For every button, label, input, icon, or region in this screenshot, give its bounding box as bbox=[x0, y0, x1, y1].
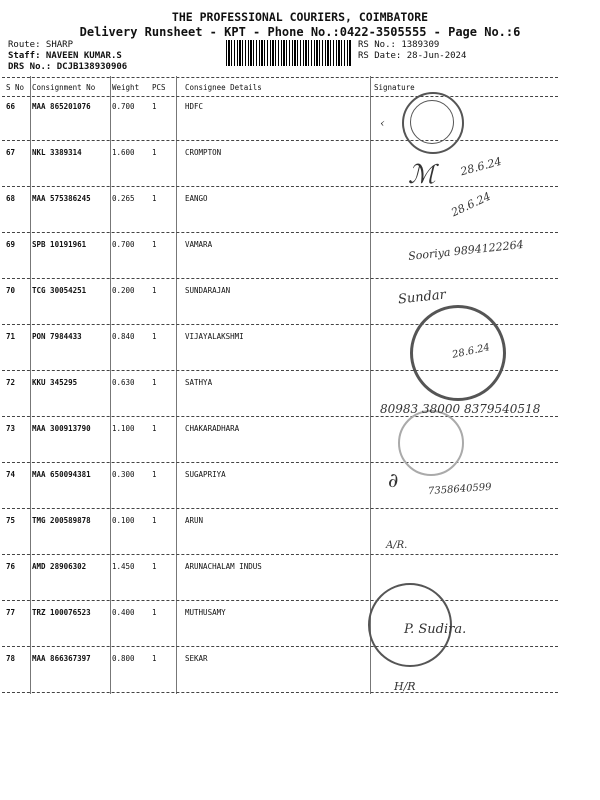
row-weight: 0.200 bbox=[112, 286, 135, 295]
signature-name: P. Sudira. bbox=[404, 622, 467, 637]
row-separator bbox=[2, 232, 558, 233]
staff-label: Staff: NAVEEN KUMAR.S bbox=[8, 51, 122, 61]
row-pcs: 1 bbox=[152, 194, 157, 203]
row-consignee: CHAKARADHARA bbox=[185, 424, 240, 433]
row-pcs: 1 bbox=[152, 148, 157, 157]
row-consignee: SATHYA bbox=[185, 378, 213, 387]
row-consignment-no: AMD 28906302 bbox=[32, 562, 87, 571]
row-consignment-no: TMG 200589878 bbox=[32, 516, 91, 525]
signature-date: 28.6.24 bbox=[449, 189, 493, 220]
row-pcs: 1 bbox=[152, 516, 157, 525]
row-consignment-no: MAA 300913790 bbox=[32, 424, 91, 433]
row-weight: 0.630 bbox=[112, 378, 135, 387]
row-sno: 67 bbox=[6, 148, 16, 157]
row-consignee: VAMARA bbox=[185, 240, 213, 249]
table-row bbox=[0, 424, 600, 436]
row-separator bbox=[2, 554, 558, 555]
row-pcs: 1 bbox=[152, 654, 157, 663]
table-row bbox=[0, 654, 600, 666]
row-consignment-no: SPB 10191961 bbox=[32, 240, 87, 249]
row-consignment-no: MAA 575386245 bbox=[32, 194, 91, 203]
barcode bbox=[226, 40, 352, 66]
row-consignee: VIJAYALAKSHMI bbox=[185, 332, 244, 341]
row-pcs: 1 bbox=[152, 378, 157, 387]
header-signature: Signature bbox=[374, 83, 415, 92]
signature-date: 28.6.24 bbox=[459, 154, 503, 179]
table-row bbox=[0, 470, 600, 482]
table-row bbox=[0, 194, 600, 206]
row-weight: 0.300 bbox=[112, 470, 135, 479]
row-separator bbox=[2, 370, 558, 371]
rs-date: RS Date: 28-Jun-2024 bbox=[358, 51, 467, 61]
row-weight: 0.100 bbox=[112, 516, 135, 525]
table-top-rule bbox=[2, 77, 558, 78]
row-separator bbox=[2, 646, 558, 647]
header-pcs: PCS bbox=[152, 83, 166, 92]
signature-name: A/R. bbox=[386, 540, 408, 551]
row-weight: 1.450 bbox=[112, 562, 135, 571]
header-sno: S No bbox=[6, 83, 25, 92]
row-separator bbox=[2, 186, 558, 187]
row-separator bbox=[2, 692, 558, 693]
table-row bbox=[0, 102, 600, 114]
signature-scrawl: ℳ bbox=[408, 160, 436, 190]
signature-name: H/R bbox=[394, 680, 416, 693]
faint-stamp bbox=[398, 410, 464, 476]
runsheet-subtitle: Delivery Runsheet - KPT - Phone No.:0422-3505555 - Page No.:6 bbox=[79, 25, 521, 39]
row-consignee: MUTHUSAMY bbox=[185, 608, 226, 617]
row-sno: 66 bbox=[6, 102, 16, 111]
row-pcs: 1 bbox=[152, 424, 157, 433]
row-consignment-no: MAA 865201076 bbox=[32, 102, 91, 111]
row-sno: 76 bbox=[6, 562, 16, 571]
row-weight: 0.265 bbox=[112, 194, 135, 203]
row-sno: 74 bbox=[6, 470, 16, 479]
row-consignment-no: TRZ 100076523 bbox=[32, 608, 91, 617]
drs-label: DRS No.: DCJB138930906 bbox=[8, 62, 128, 72]
row-pcs: 1 bbox=[152, 562, 157, 571]
table-row bbox=[0, 378, 600, 390]
header-consignment: Consignment No bbox=[32, 83, 96, 92]
row-consignment-no: NKL 3389314 bbox=[32, 148, 82, 157]
route-label: Route: SHARP bbox=[8, 40, 74, 50]
table-row bbox=[0, 608, 600, 620]
table-header bbox=[0, 83, 600, 95]
row-consignee: HDFC bbox=[185, 102, 204, 111]
row-consignee: ARUN bbox=[185, 516, 204, 525]
row-pcs: 1 bbox=[152, 332, 157, 341]
row-consignment-no: MAA 650094381 bbox=[32, 470, 91, 479]
table-row bbox=[0, 516, 600, 528]
row-pcs: 1 bbox=[152, 470, 157, 479]
row-pcs: 1 bbox=[152, 102, 157, 111]
row-sno: 72 bbox=[6, 378, 16, 387]
row-consignment-no: KKU 345295 bbox=[32, 378, 78, 387]
row-pcs: 1 bbox=[152, 240, 157, 249]
row-pcs: 1 bbox=[152, 608, 157, 617]
row-weight: 0.700 bbox=[112, 240, 135, 249]
table-row bbox=[0, 148, 600, 160]
signature-mark: ‹ bbox=[380, 116, 385, 130]
row-consignee: EANGO bbox=[185, 194, 208, 203]
row-sno: 75 bbox=[6, 516, 16, 525]
signature-date: 28.6.24 bbox=[451, 342, 491, 361]
row-separator bbox=[2, 324, 558, 325]
row-sno: 77 bbox=[6, 608, 16, 617]
signature-phone: 80983 38000 8379540518 bbox=[380, 402, 541, 416]
company-title: THE PROFESSIONAL COURIERS, COIMBATORE bbox=[171, 10, 429, 24]
row-sno: 78 bbox=[6, 654, 16, 663]
row-consignee: SEKAR bbox=[185, 654, 208, 663]
signature-name: Sundar bbox=[397, 287, 447, 308]
signature-name-phone: Sooriya 9894122264 bbox=[407, 237, 525, 264]
row-pcs: 1 bbox=[152, 286, 157, 295]
row-consignee: SUNDARAJAN bbox=[185, 286, 231, 295]
row-consignee: SUGAPRIYA bbox=[185, 470, 226, 479]
row-weight: 0.800 bbox=[112, 654, 135, 663]
row-weight: 0.840 bbox=[112, 332, 135, 341]
table-row bbox=[0, 562, 600, 574]
row-consignment-no: PON 7984433 bbox=[32, 332, 82, 341]
row-consignee: CROMPTON bbox=[185, 148, 222, 157]
row-separator bbox=[2, 600, 558, 601]
signature-scrawl: ∂ bbox=[388, 468, 399, 492]
row-sno: 70 bbox=[6, 286, 16, 295]
row-consignment-no: MAA 866367397 bbox=[32, 654, 91, 663]
row-sno: 73 bbox=[6, 424, 16, 433]
row-consignee: ARUNACHALAM INDUS bbox=[185, 562, 262, 571]
row-separator bbox=[2, 416, 558, 417]
table-row bbox=[0, 332, 600, 344]
header-rule bbox=[2, 96, 558, 97]
header-weight: Weight bbox=[112, 83, 140, 92]
row-separator bbox=[2, 278, 558, 279]
row-separator bbox=[2, 462, 558, 463]
row-separator bbox=[2, 508, 558, 509]
row-sno: 71 bbox=[6, 332, 16, 341]
row-consignment-no: TCG 30054251 bbox=[32, 286, 87, 295]
row-sno: 68 bbox=[6, 194, 16, 203]
row-weight: 0.700 bbox=[112, 102, 135, 111]
row-weight: 0.400 bbox=[112, 608, 135, 617]
table-row bbox=[0, 286, 600, 298]
row-sno: 69 bbox=[6, 240, 16, 249]
row-weight: 1.600 bbox=[112, 148, 135, 157]
row-weight: 1.100 bbox=[112, 424, 135, 433]
rs-number: RS No.: 1389309 bbox=[358, 40, 440, 50]
row-separator bbox=[2, 140, 558, 141]
header-consignee: Consignee Details bbox=[185, 83, 262, 92]
signature-phone: 7358640599 bbox=[427, 481, 492, 498]
